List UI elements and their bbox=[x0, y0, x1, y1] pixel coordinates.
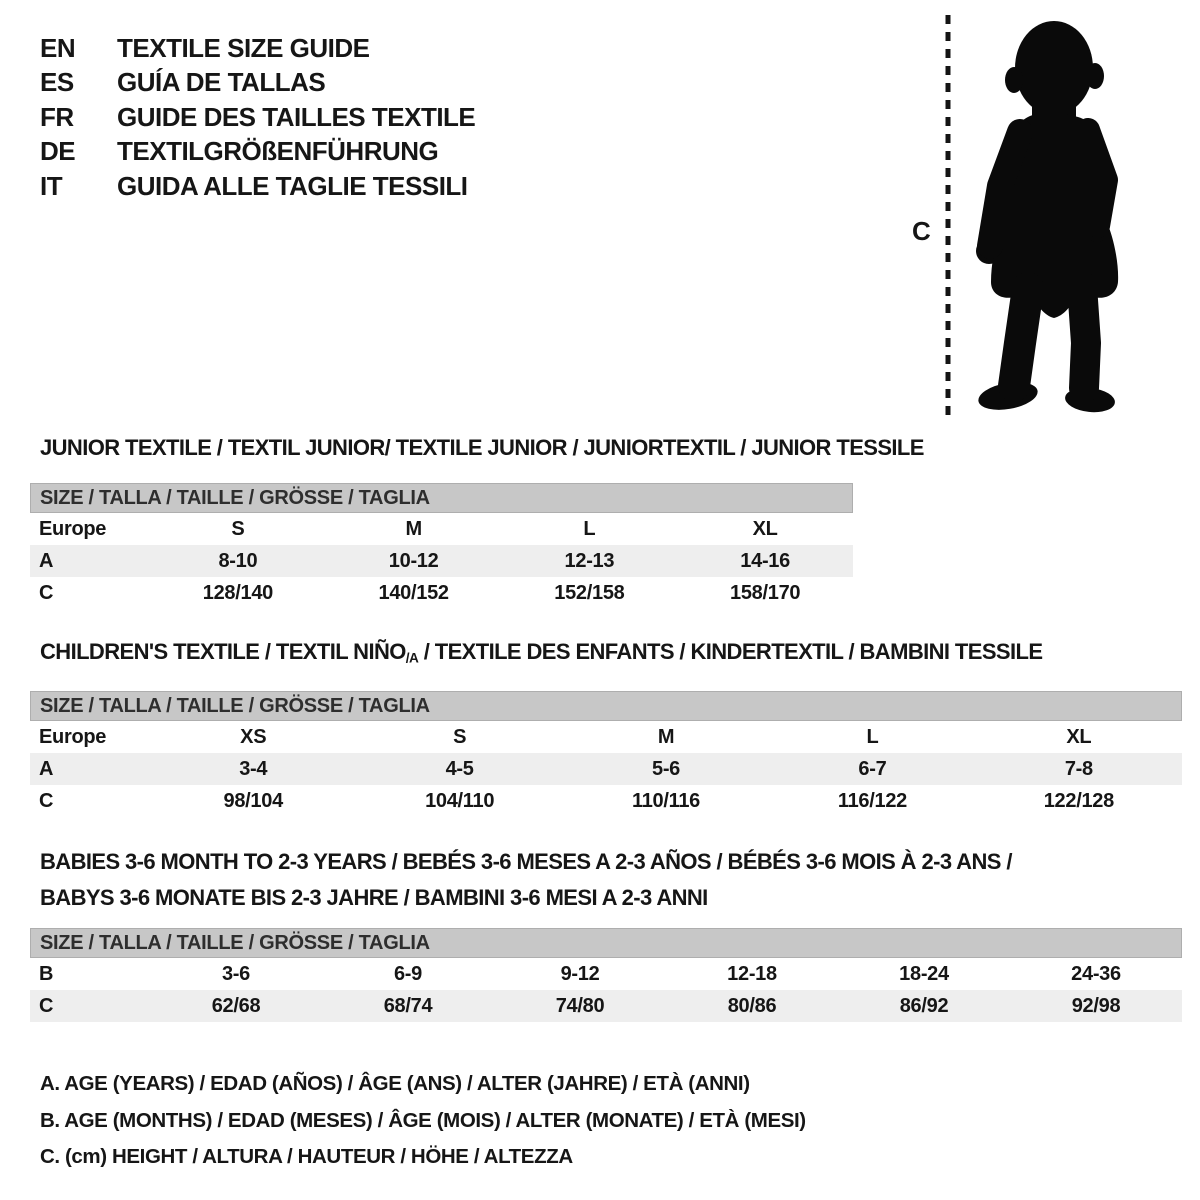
row-label: C bbox=[39, 789, 54, 812]
size-cell: 98/104 bbox=[223, 789, 283, 812]
table-row-height-cm bbox=[30, 990, 1182, 1022]
size-cell: 110/116 bbox=[632, 789, 701, 812]
row-label: C bbox=[39, 581, 54, 604]
size-cell: 128/140 bbox=[202, 581, 273, 604]
size-cell: XL bbox=[1066, 725, 1092, 748]
babies-title-line1: BABIES 3-6 MONTH TO 2-3 YEARS / BEBÉS 3-6 MESES A 2-3 AÑOS / BÉBÉS 3-6 MOIS À 2-3 ANS / bbox=[40, 849, 1012, 874]
size-cell: 116/122 bbox=[837, 789, 907, 812]
height-measure-label: C bbox=[912, 216, 931, 246]
table-row-height-cm bbox=[30, 785, 1182, 817]
table-row-europe bbox=[30, 721, 1182, 753]
guide-title-fr: GUIDE DES TAILLES TEXTILE bbox=[117, 101, 476, 132]
size-cell: 68/74 bbox=[383, 994, 433, 1017]
row-label: A bbox=[39, 549, 54, 572]
size-cell: 152/158 bbox=[554, 581, 625, 604]
row-label: B bbox=[39, 962, 54, 985]
junior-size-table bbox=[30, 483, 853, 609]
size-cell: 3-4 bbox=[239, 757, 268, 780]
language-code: EN bbox=[40, 32, 76, 63]
children-title-subscript: /A bbox=[405, 650, 419, 666]
children-section-title bbox=[40, 639, 1042, 665]
babies-title-line2: BABYS 3-6 MONATE BIS 2-3 JAHRE / BAMBINI 3-6 MESI A 2-3 ANNI bbox=[40, 885, 708, 910]
size-cell: 6-9 bbox=[393, 962, 422, 985]
children-title-pre: CHILDREN'S TEXTILE / TEXTIL NIÑO bbox=[40, 639, 406, 664]
size-cell: 8-10 bbox=[218, 549, 258, 572]
height-measure-figure bbox=[0, 0, 1200, 430]
size-cell: 4-5 bbox=[445, 757, 474, 780]
row-label: C bbox=[39, 994, 54, 1017]
babies-size-table bbox=[30, 928, 1182, 1022]
guide-title-it: GUIDA ALLE TAGLIE TESSILI bbox=[117, 170, 468, 201]
row-label: Europe bbox=[39, 517, 107, 540]
size-cell: 9-12 bbox=[560, 962, 600, 985]
table-row-europe bbox=[30, 513, 853, 545]
guide-title-es: GUÍA DE TALLAS bbox=[117, 67, 326, 98]
note-height-cm: C. (cm) HEIGHT / ALTURA / HAUTEUR / HÖHE / ALTEZZA bbox=[40, 1145, 573, 1168]
table-row-age-years bbox=[30, 753, 1182, 785]
size-cell: L bbox=[866, 725, 879, 748]
language-code: ES bbox=[40, 67, 74, 98]
junior-section-title: JUNIOR TEXTILE / TEXTIL JUNIOR/ TEXTILE JUNIOR / JUNIORTEXTIL / JUNIOR TESSILE bbox=[40, 435, 924, 460]
row-label: A bbox=[39, 757, 54, 780]
size-cell: 6-7 bbox=[858, 757, 887, 780]
size-cell: 140/152 bbox=[378, 581, 449, 604]
children-size-table bbox=[30, 691, 1182, 817]
size-cell: XS bbox=[240, 725, 267, 748]
size-cell: 86/92 bbox=[899, 994, 949, 1017]
note-age-years: A. AGE (YEARS) / EDAD (AÑOS) / ÂGE (ANS) / ALTER (JAHRE) / ETÀ (ANNI) bbox=[40, 1072, 750, 1095]
guide-title-en: TEXTILE SIZE GUIDE bbox=[117, 32, 370, 63]
table-row-age-years bbox=[30, 545, 853, 577]
height-dashed-line bbox=[945, 15, 951, 420]
size-table-header: SIZE / TALLA / TAILLE / GRÖSSE / TAGLIA bbox=[30, 483, 853, 513]
legend-notes bbox=[40, 1066, 806, 1176]
size-cell: S bbox=[453, 725, 467, 748]
size-table-header: SIZE / TALLA / TAILLE / GRÖSSE / TAGLIA bbox=[30, 928, 1182, 958]
size-cell: 80/86 bbox=[727, 994, 777, 1017]
size-cell: M bbox=[657, 725, 675, 748]
size-cell: 74/80 bbox=[555, 994, 605, 1017]
size-cell: 104/110 bbox=[425, 789, 495, 812]
size-cell: 7-8 bbox=[1064, 757, 1093, 780]
size-cell: XL bbox=[752, 517, 778, 540]
size-cell: 12-13 bbox=[564, 549, 615, 572]
size-cell: 14-16 bbox=[740, 549, 790, 572]
row-label: Europe bbox=[39, 725, 107, 748]
size-cell: S bbox=[231, 517, 245, 540]
size-cell: 5-6 bbox=[652, 757, 681, 780]
size-cell: 158/170 bbox=[730, 581, 801, 604]
note-age-months: B. AGE (MONTHS) / EDAD (MESES) / ÂGE (MOIS) / ALTER (MONATE) / ETÀ (MESI) bbox=[40, 1108, 806, 1132]
babies-section-title bbox=[40, 844, 1012, 916]
size-cell: 62/68 bbox=[211, 994, 261, 1017]
language-code: FR bbox=[40, 101, 74, 132]
size-cell: 12-18 bbox=[727, 962, 777, 985]
size-cell: 3-6 bbox=[221, 962, 250, 985]
size-cell: L bbox=[583, 517, 596, 540]
size-cell: 122/128 bbox=[1043, 789, 1114, 812]
guide-title-de: TEXTILGRÖßENFÜHRUNG bbox=[117, 136, 439, 167]
size-cell: 18-24 bbox=[899, 962, 949, 985]
children-title-post: / TEXTILE DES ENFANTS / KINDERTEXTIL / BAMBINI TESSILE bbox=[418, 639, 1043, 664]
toddler-silhouette-icon bbox=[966, 17, 1138, 419]
table-row-height-cm bbox=[30, 577, 853, 609]
size-cell: M bbox=[405, 517, 422, 540]
language-code: IT bbox=[40, 170, 63, 201]
size-table-header: SIZE / TALLA / TAILLE / GRÖSSE / TAGLIA bbox=[30, 691, 1182, 721]
table-row-age-months bbox=[30, 958, 1182, 990]
size-cell: 10-12 bbox=[388, 549, 439, 572]
size-cell: 24-36 bbox=[1071, 962, 1121, 985]
language-code: DE bbox=[40, 136, 76, 167]
size-cell: 92/98 bbox=[1071, 994, 1121, 1017]
